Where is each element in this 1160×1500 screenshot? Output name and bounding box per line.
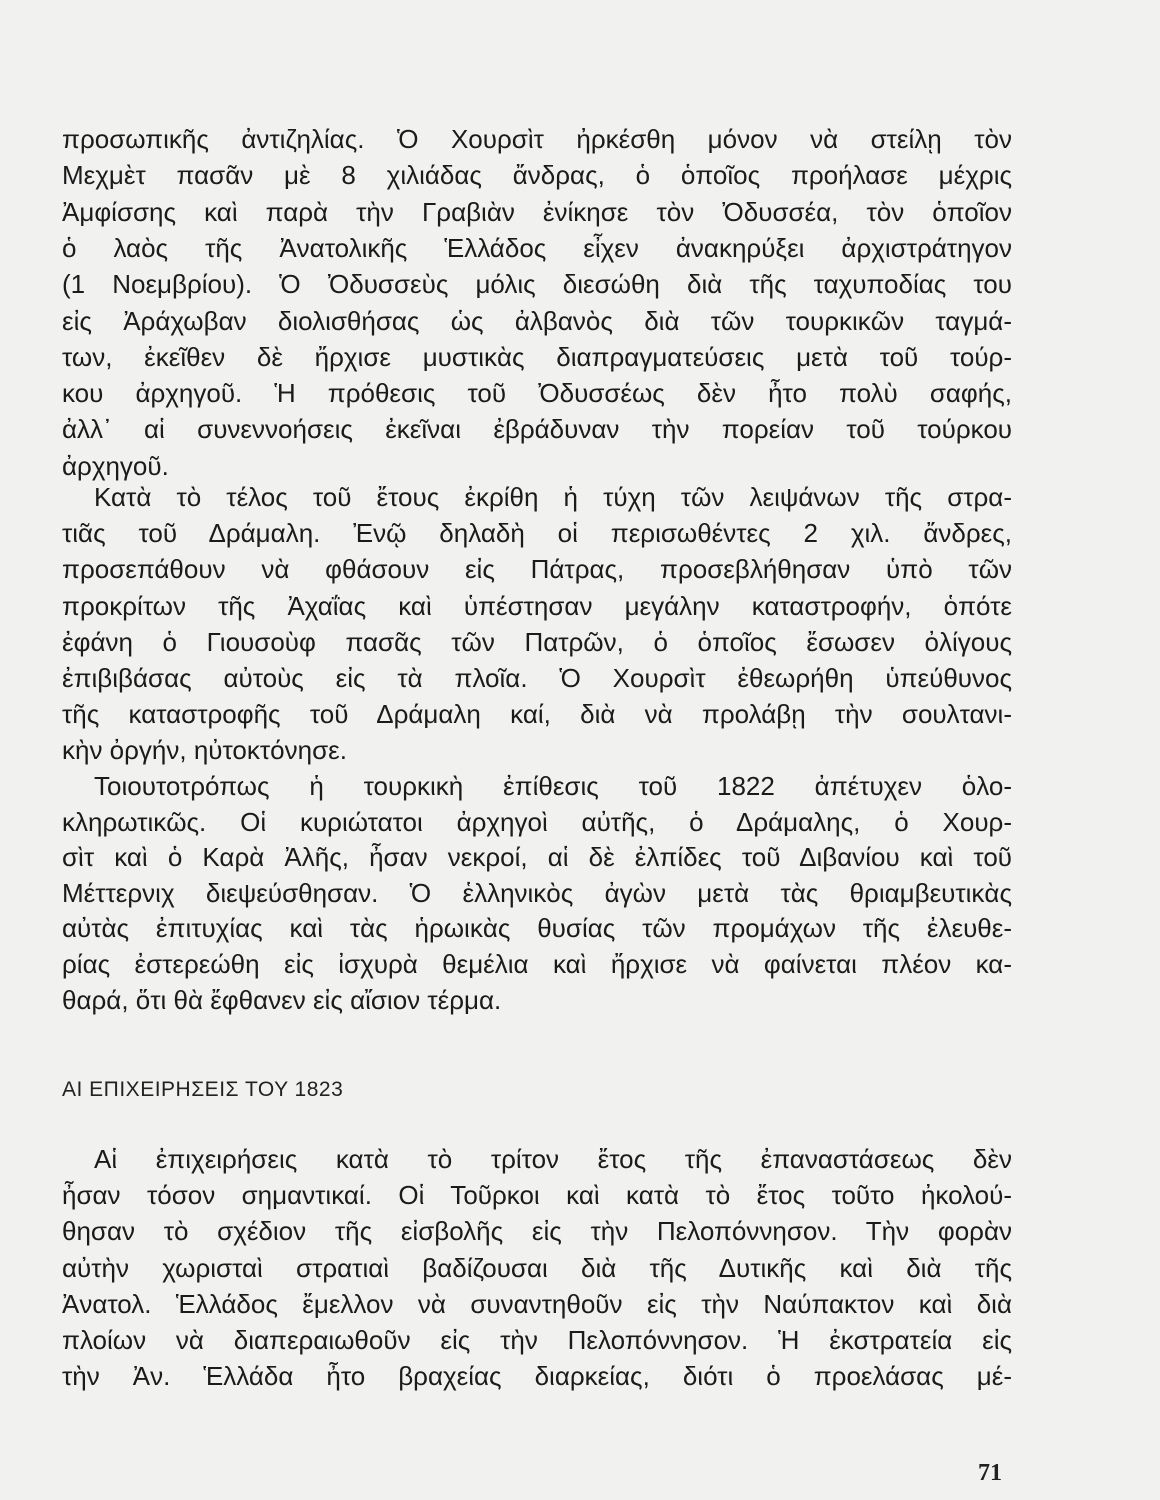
paragraph-3-line: σὶτ καὶ ὁ Καρὰ Ἀλῆς, ἦσαν νεκροί, αἱ δὲ ἐλπίδες τοῦ Διβανίου καὶ τοῦ [62, 842, 1012, 873]
paragraph-3-line: κληρωτικῶς. Οἱ κυριώτατοι ἀρχηγοὶ αὐτῆς, ὁ Δράμαλης, ὁ Χουρ- [62, 806, 1012, 837]
paragraph-4-line: θησαν τὸ σχέδιον τῆς εἰσβολῆς εἰς τὴν Πελοπόννησον. Τὴν φορὰν [62, 1216, 1012, 1247]
paragraph-1-line: προσωπικῆς ἀντιζηλίας. Ὁ Χουρσὶτ ἠρκέσθη μόνον νὰ στείλῃ τὸν [62, 124, 1012, 154]
paragraph-2-line: ἐφάνη ὁ Γιουσοὺφ πασᾶς τῶν Πατρῶν, ὁ ὁποῖος ἔσωσεν ὀλίγους [62, 626, 1012, 657]
paragraph-2-line: προκρίτων τῆς Ἀχαΐας καὶ ὑπέστησαν μεγάλην καταστροφήν, ὁπότε [62, 590, 1012, 621]
paragraph-4-line: Αἱ ἐπιχειρήσεις κατὰ τὸ τρίτον ἔτος τῆς ἐπαναστάσεως δὲν [94, 1144, 1012, 1174]
paragraph-1-line: κου ἀρχηγοῦ. Ἡ πρόθεσις τοῦ Ὀδυσσέως δὲν ἦτο πολὺ σαφής, [62, 378, 1012, 409]
paragraph-1-line: των, ἐκεῖθεν δὲ ἤρχισε μυστικὰς διαπραγματεύσεις μετὰ τοῦ τούρ- [62, 341, 1012, 372]
paragraph-2-line: τιᾶς τοῦ Δράμαλη. Ἐνῷ δηλαδὴ οἱ περισωθέντες 2 χιλ. ἄνδρες, [62, 518, 1012, 549]
paragraph-2-line: κὴν ὀργήν, ηὐτοκτόνησε. [62, 735, 347, 766]
paragraph-3-line: θαρά, ὅτι θὰ ἔφθανεν εἰς αἴσιον τέρμα. [62, 984, 502, 1015]
paragraph-4-line: ἦσαν τόσον σημαντικαί. Οἱ Τοῦρκοι καὶ κατὰ τὸ ἔτος τοῦτο ἠκολού- [62, 1180, 1012, 1211]
paragraph-1-line: Ἀμφίσσης καὶ παρὰ τὴν Γραβιὰν ἐνίκησε τὸν Ὀδυσσέα, τὸν ὁποῖον [62, 196, 1012, 227]
paragraph-1-line: ἀρχηγοῦ. [62, 450, 169, 481]
paragraph-2-line: ἐπιβιβάσας αὐτοὺς εἰς τὰ πλοῖα. Ὁ Χουρσὶτ ἐθεωρήθη ὑπεύθυνος [62, 663, 1012, 693]
paragraph-1-line: ὁ λαὸς τῆς Ἀνατολικῆς Ἑλλάδος εἶχεν ἀνακηρύξει ἀρχιστράτηγον [62, 232, 1012, 263]
paragraph-3-line: Τοιουτοτρόπως ἡ τουρκικὴ ἐπίθεσις τοῦ 1822 ἀπέτυχεν ὁλο- [94, 771, 1012, 801]
paragraph-1-line: (1 Νοεμβρίου). Ὁ Ὀδυσσεὺς μόλις διεσώθη διὰ τῆς ταχυποδίας του [62, 269, 1012, 300]
paragraph-3-line: αὐτὰς ἐπιτυχίας καὶ τὰς ἡρωικὰς θυσίας τῶν προμάχων τῆς ἐλευθε- [62, 913, 1012, 944]
paragraph-4-line: Ἀνατολ. Ἑλλάδος ἔμελλον νὰ συναντηθοῦν εἰς τὴν Ναύπακτον καὶ διὰ [62, 1288, 1012, 1319]
paragraph-2-line: Κατὰ τὸ τέλος τοῦ ἔτους ἐκρίθη ἡ τύχη τῶν λειψάνων τῆς στρα- [94, 482, 1012, 512]
page-number: 71 [978, 1460, 1002, 1486]
paragraph-4-line: αὐτὴν χωρισταὶ στρατιαὶ βαδίζουσαι διὰ τῆς Δυτικῆς καὶ διὰ τῆς [62, 1252, 1012, 1283]
section-heading: ΑΙ ΕΠΙΧΕΙΡΗΣΕΙΣ ΤΟΥ 1823 [62, 1078, 344, 1101]
paragraph-1-line: Μεχμὲτ πασᾶν μὲ 8 χιλιάδας ἄνδρας, ὁ ὁποῖος προήλασε μέχρις [62, 160, 1012, 191]
paragraph-4-line: τὴν Ἀν. Ἑλλάδα ἦτο βραχείας διαρκείας, διότι ὁ προελάσας μέ- [62, 1361, 1012, 1392]
paragraph-1-line: ἀλλ᾽ αἱ συνεννοήσεις ἐκεῖναι ἐβράδυναν τὴν πορείαν τοῦ τούρκου [62, 414, 1012, 445]
paragraph-2-line: προσεπάθουν νὰ φθάσουν εἰς Πάτρας, προσεβλήθησαν ὑπὸ τῶν [62, 554, 1012, 585]
paragraph-3-line: Μέττερνιχ διεψεύσθησαν. Ὁ ἑλληνικὸς ἀγὼν μετὰ τὰς θριαμβευτικὰς [62, 877, 1012, 908]
paragraph-4-line: πλοίων νὰ διαπεραιωθοῦν εἰς τὴν Πελοπόννησον. Ἡ ἐκστρατεία εἰς [62, 1325, 1012, 1355]
paragraph-2-line: τῆς καταστροφῆς τοῦ Δράμαλη καί, διὰ νὰ προλάβῃ τὴν σουλτανι- [62, 699, 1012, 730]
paragraph-1-line: εἰς Ἀράχωβαν διολισθήσας ὡς ἀλβανὸς διὰ τῶν τουρκικῶν ταγμά- [62, 305, 1012, 336]
paragraph-3-line: ρίας ἐστερεώθη εἰς ἰσχυρὰ θεμέλια καὶ ἤρχισε νὰ φαίνεται πλέον κα- [62, 949, 1012, 979]
